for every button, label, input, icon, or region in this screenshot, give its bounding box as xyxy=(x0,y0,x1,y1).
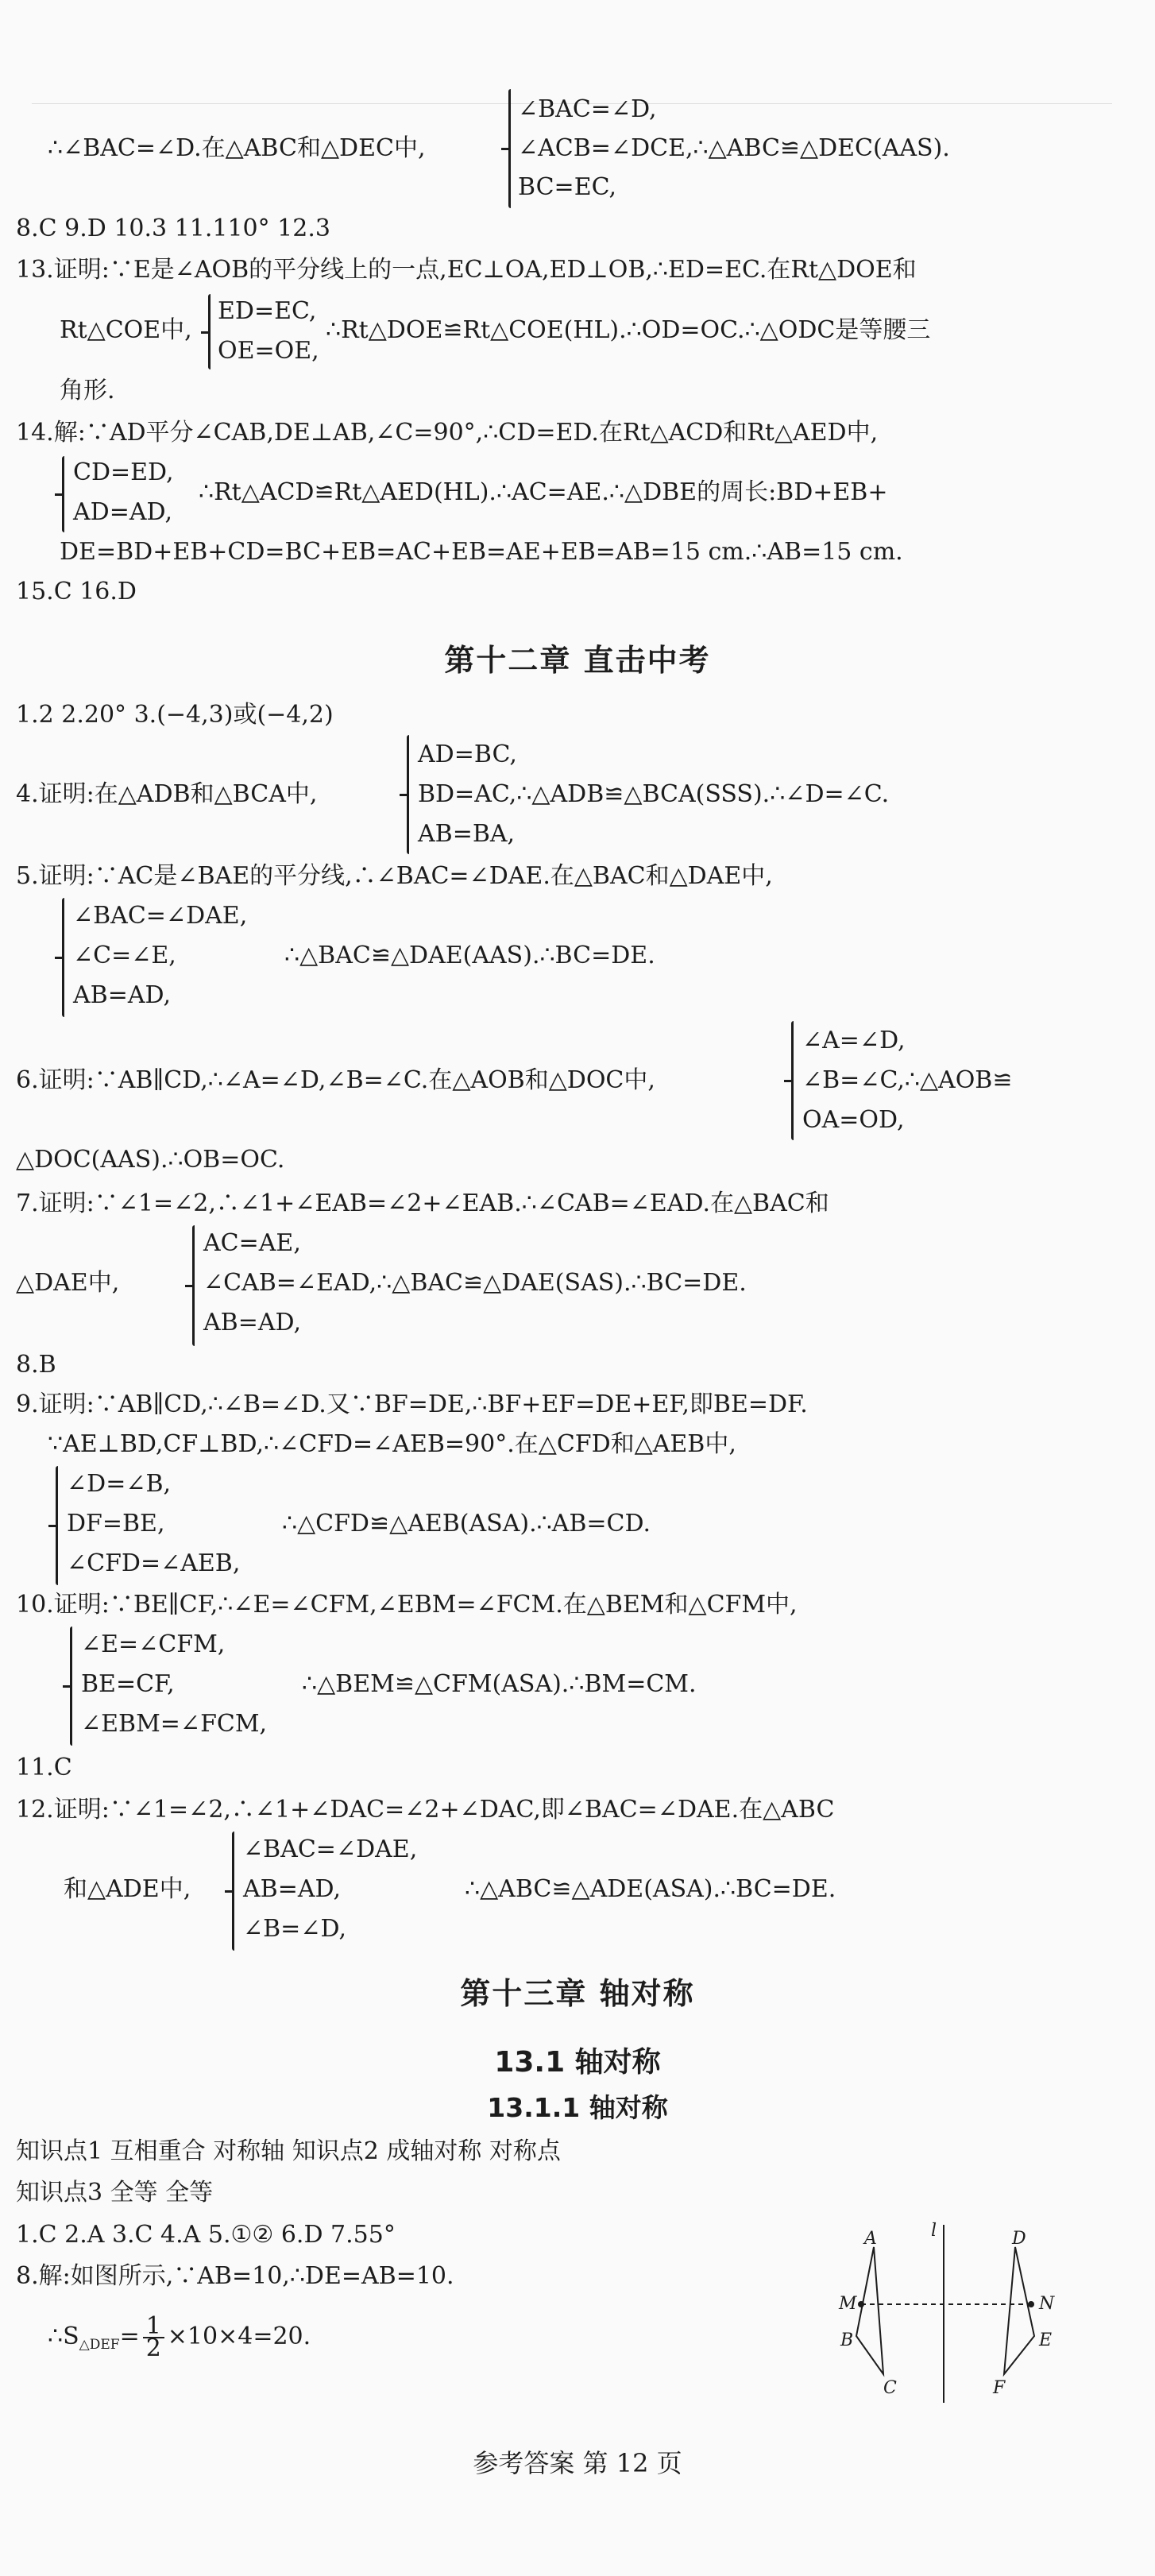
label-b: B xyxy=(840,2330,854,2350)
text-line: Rt△COE中, xyxy=(60,316,192,344)
text-line: AB=AD, xyxy=(243,1875,342,1903)
knowledge-point-line: 知识点1 互相重合 对称轴 知识点2 成轴对称 对称点 xyxy=(16,2137,561,2165)
text-line: ∠B=∠C,∴△AOB≌ xyxy=(802,1066,1013,1094)
text-line: 和△ADE中, xyxy=(64,1875,191,1903)
brace xyxy=(407,735,409,854)
label-d: D xyxy=(1012,2229,1026,2249)
text-line: AD=BC, xyxy=(418,741,517,768)
label-n: N xyxy=(1039,2294,1055,2314)
text-line: CD=ED, xyxy=(73,458,174,486)
label-c: C xyxy=(883,2378,897,2398)
text-line: ∵AE⊥BD,CF⊥BD,∴∠CFD=∠AEB=90°.在△CFD和△AEB中, xyxy=(48,1430,736,1458)
text-line: AB=BA, xyxy=(418,820,516,848)
text-line: ∠E=∠CFM, xyxy=(81,1630,226,1658)
text-line: ∠A=∠D, xyxy=(802,1027,906,1054)
text-line: BC=EC, xyxy=(518,173,617,201)
answer-line: 5.证明:∵AC是∠BAE的平分线,∴∠BAC=∠DAE.在△BAC和△DAE中, xyxy=(16,862,773,890)
formula-part: ×10×4=20. xyxy=(167,2323,311,2350)
text-line: 4.证明:在△ADB和△BCA中, xyxy=(16,780,318,808)
label-a: A xyxy=(864,2229,877,2249)
text-line: AB=AD, xyxy=(203,1309,302,1336)
text-line: ∴△BEM≌△CFM(ASA).∴BM=CM. xyxy=(302,1670,697,1698)
text-line: ∠EBM=∠FCM, xyxy=(81,1710,268,1738)
answer-line: 10.证明:∵BE∥CF,∴∠E=∠CFM,∠EBM=∠FCM.在△BEM和△CFM中, xyxy=(16,1591,798,1619)
answer-line: 14.解:∵AD平分∠CAB,DE⊥AB,∠C=90°,∴CD=ED.在Rt△ACD和Rt△AED中, xyxy=(16,419,879,447)
area-formula xyxy=(48,2312,311,2362)
text-line: ∠C=∠E, xyxy=(73,942,176,969)
text-line: ED=EC, xyxy=(218,297,317,325)
page-footer: 参考答案 第 12 页 xyxy=(473,2448,682,2478)
text-line: ∴△BAC≌△DAE(AAS).∴BC=DE. xyxy=(284,942,655,969)
text-line: BD=AC,∴△ADB≌△BCA(SSS).∴∠D=∠C. xyxy=(418,780,890,808)
fraction xyxy=(143,2312,164,2362)
answer-line: 7.证明:∵∠1=∠2,∴∠1+∠EAB=∠2+∠EAB.∴∠CAB=∠EAD.在△BAC和 xyxy=(16,1189,829,1217)
triangle-def xyxy=(1004,2247,1034,2374)
text-line: AD=AD, xyxy=(73,498,173,526)
formula-subscript: △DEF xyxy=(79,2337,120,2353)
fraction-denominator: 2 xyxy=(145,2334,161,2362)
text-line: ∠BAC=∠DAE, xyxy=(73,902,248,930)
answer-line: 1.2 2.20° 3.(−4,3)或(−4,2) xyxy=(16,701,334,729)
brace xyxy=(232,1831,234,1951)
brace xyxy=(56,1466,58,1585)
text-line: OE=OE, xyxy=(218,337,319,365)
triangle-abc xyxy=(856,2247,883,2374)
text-line: AC=AE, xyxy=(203,1229,301,1257)
label-m: M xyxy=(839,2294,857,2314)
text-line: △DOC(AAS).∴OB=OC. xyxy=(16,1146,285,1174)
text-line: ∴△ABC≌△ADE(ASA).∴BC=DE. xyxy=(465,1875,836,1903)
text-line: DE=BD+EB+CD=BC+EB=AC+EB=AE+EB=AB=15 cm.∴AB=15 cm. xyxy=(60,538,903,566)
point-n xyxy=(1028,2301,1034,2307)
text-line: ∠ACB=∠DCE,∴△ABC≌△DEC(AAS). xyxy=(518,134,950,162)
text-line: ∠BAC=∠D, xyxy=(518,95,657,123)
knowledge-point-line: 知识点3 全等 全等 xyxy=(16,2179,214,2207)
brace xyxy=(70,1626,72,1746)
chapter-heading: 第十三章 轴对称 xyxy=(460,1976,695,2011)
subsection-heading: 13.1.1 轴对称 xyxy=(487,2092,668,2123)
brace xyxy=(508,89,511,208)
answer-line: 13.证明:∵E是∠AOB的平分线上的一点,EC⊥OA,ED⊥OB,∴ED=EC.在Rt△DOE和 xyxy=(16,256,917,284)
answer-line: 11.C xyxy=(16,1754,72,1781)
answer-line: 1.C 2.A 3.C 4.A 5.①② 6.D 7.55° xyxy=(16,2221,396,2249)
text-line: ∴Rt△ACD≌Rt△AED(HL).∴AC=AE.∴△DBE的周长:BD+EB+ xyxy=(199,478,888,506)
brace xyxy=(192,1225,195,1346)
section-heading: 13.1 轴对称 xyxy=(494,2046,661,2079)
answer-line: 9.证明:∵AB∥CD,∴∠B=∠D.又∵BF=DE,∴BF+EF=DE+EF,即BE=DF. xyxy=(16,1390,808,1418)
point-m xyxy=(858,2301,864,2307)
text-line: DF=BE, xyxy=(67,1510,165,1537)
answer-line: 8.解:如图所示,∵AB=10,∴DE=AB=10. xyxy=(16,2262,454,2290)
text-line: ∠B=∠D, xyxy=(243,1915,346,1943)
answer-line: 12.证明:∵∠1=∠2,∴∠1+∠DAC=∠2+∠DAC,即∠BAC=∠DAE.在△ABC xyxy=(16,1796,835,1824)
text-line: BE=CF, xyxy=(81,1670,175,1698)
text-line: 6.证明:∵AB∥CD,∴∠A=∠D,∠B=∠C.在△AOB和△DOC中, xyxy=(16,1066,655,1094)
text-line: ∴∠BAC=∠D.在△ABC和△DEC中, xyxy=(48,134,426,162)
text-line: 角形. xyxy=(60,377,115,404)
text-line: OA=OD, xyxy=(802,1106,905,1134)
text-line: ∠CAB=∠EAD,∴△BAC≌△DAE(SAS).∴BC=DE. xyxy=(203,1269,747,1297)
text-line: ∠D=∠B, xyxy=(67,1470,172,1498)
brace xyxy=(208,294,211,369)
brace xyxy=(62,456,64,532)
text-line: ∠CFD=∠AEB, xyxy=(67,1549,241,1577)
label-f: F xyxy=(993,2378,1006,2398)
answer-line: 15.C 16.D xyxy=(16,578,137,605)
text-line: ∴Rt△DOE≌Rt△COE(HL).∴OD=OC.∴△ODC是等腰三 xyxy=(326,316,931,344)
brace xyxy=(62,898,64,1017)
chapter-heading: 第十二章 直击中考 xyxy=(444,643,711,678)
text-line: △DAE中, xyxy=(16,1269,120,1297)
text-line: ∴△CFD≌△AEB(ASA).∴AB=CD. xyxy=(282,1510,651,1537)
label-l: l xyxy=(931,2221,937,2241)
label-e: E xyxy=(1039,2330,1053,2350)
formula-part: ∴S xyxy=(48,2323,79,2350)
text-line: AB=AD, xyxy=(73,981,172,1009)
answer-line: 8.B xyxy=(16,1351,56,1379)
symmetry-figure xyxy=(826,2218,1096,2409)
answer-line: 8.C 9.D 10.3 11.110° 12.3 xyxy=(16,215,330,242)
brace xyxy=(791,1021,794,1140)
fraction-numerator: 1 xyxy=(143,2316,164,2338)
text-line: ∠BAC=∠DAE, xyxy=(243,1835,418,1863)
formula-part: = xyxy=(119,2323,140,2350)
